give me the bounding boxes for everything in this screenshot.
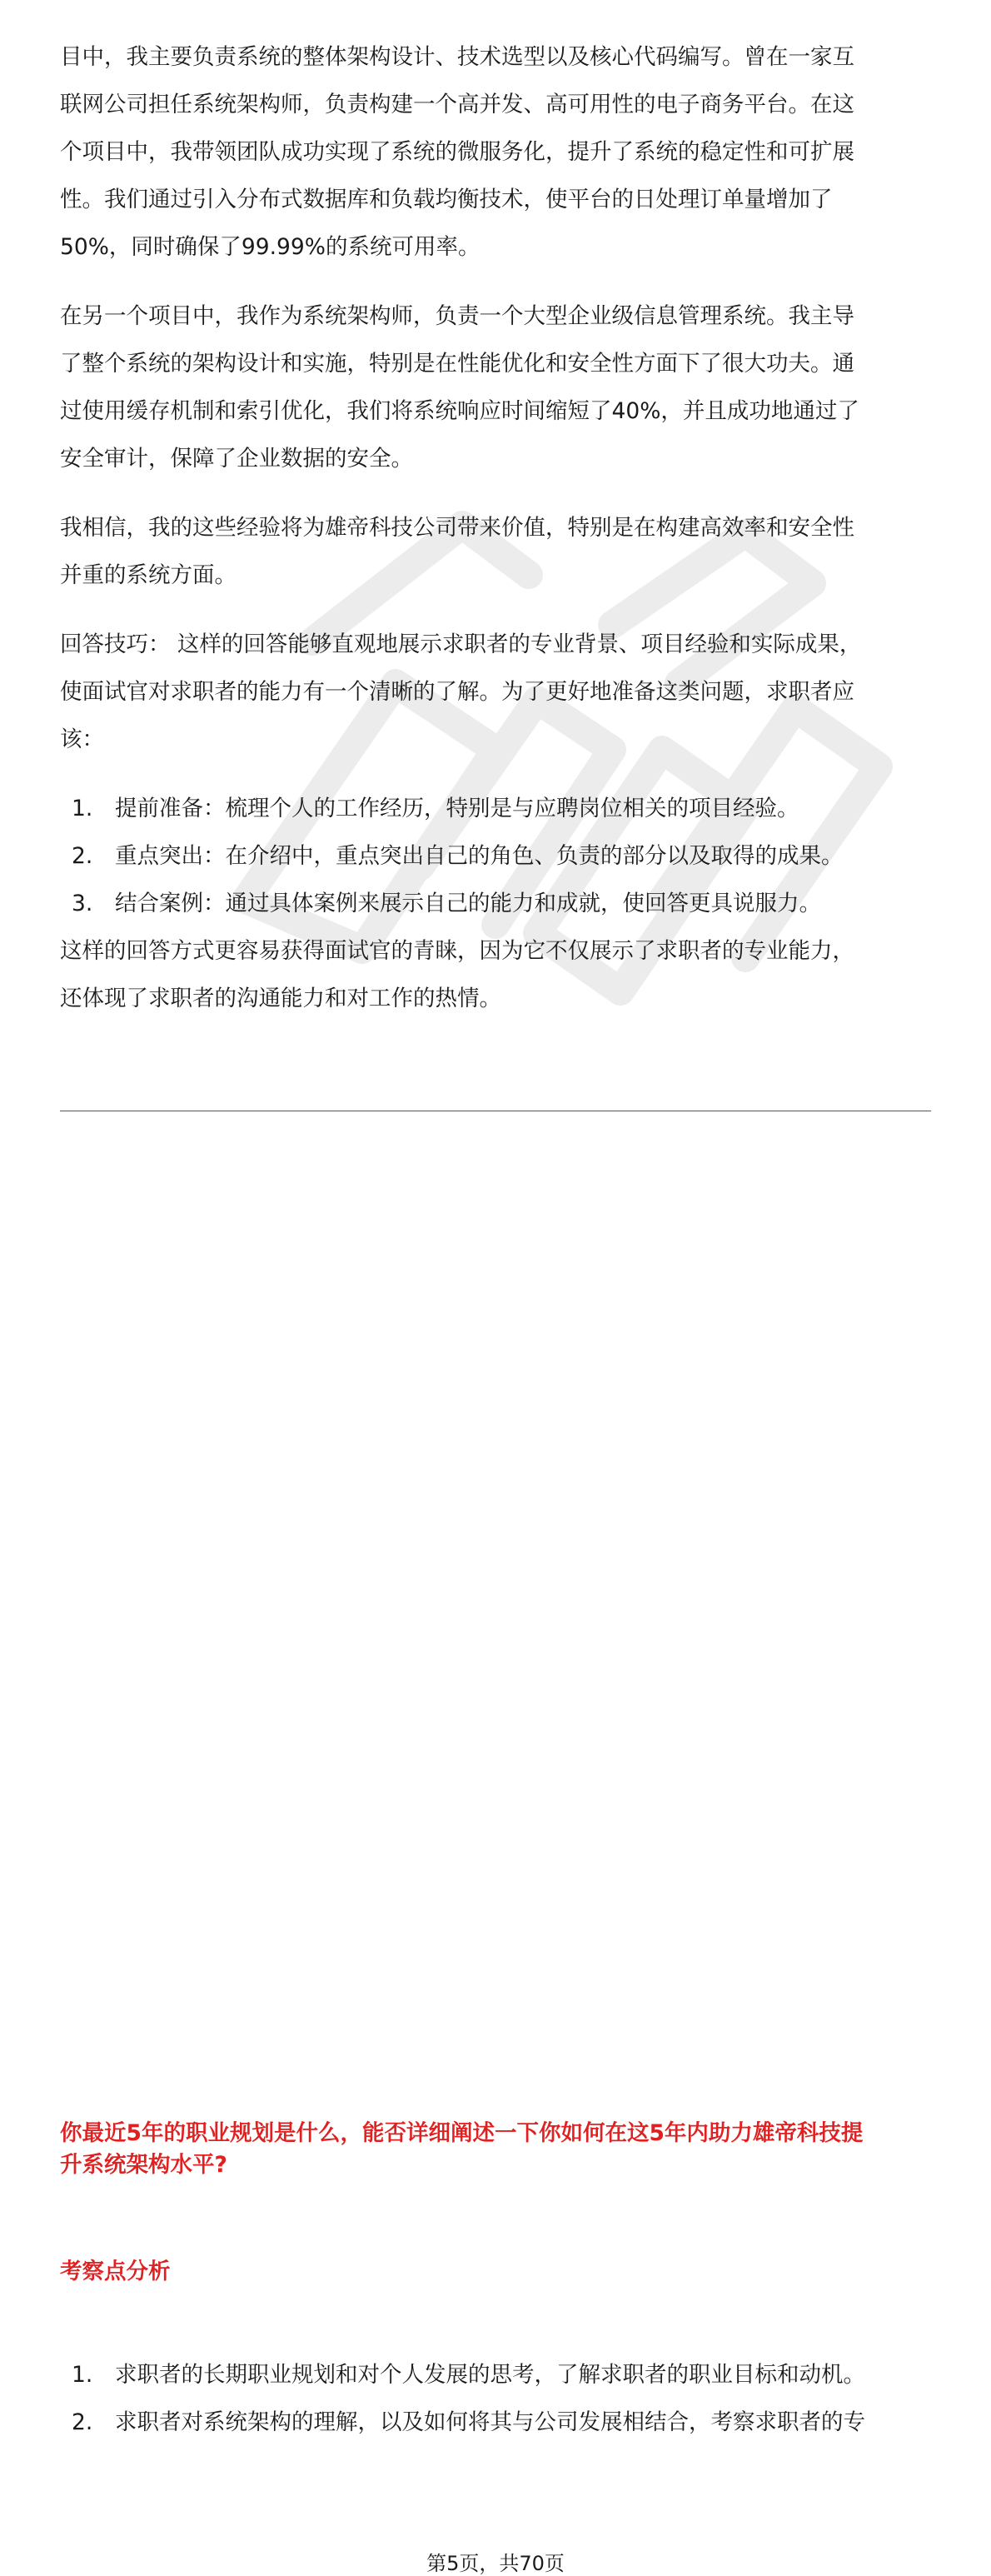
text-line: 使面试官对求职者的能力有一个清晰的了解。为了更好地准备这类问题，求职者应 (60, 679, 854, 705)
text-line: 目中，我主要负责系统的整体架构设计、技术选型以及核心代码编写。曾在一家互 (60, 44, 854, 70)
text-line: 性。我们通过引入分布式数据库和负载均衡技术，使平台的日处理订单量增加了 (60, 187, 833, 212)
text-line: 个项目中，我带领团队成功实现了系统的微服务化，提升了系统的稳定性和可扩展 (60, 139, 854, 165)
list-item (60, 785, 931, 832)
paragraph-project-experience-2 (60, 292, 931, 482)
text-line: 回答技巧： 这样的回答能够直观地展示求职者的专业背景、项目经验和实际成果， (60, 632, 862, 657)
text-line: 50%，同时确保了99.99%的系统可用率。 (60, 234, 481, 260)
list-number: 2. (72, 2409, 93, 2435)
list-text: 求职者的长期职业规划和对个人发展的思考，了解求职者的职业目标和动机。 (115, 2362, 865, 2388)
list-text: 重点突出：在介绍中，重点突出自己的角色、负责的部分以及取得的成果。 (115, 843, 844, 869)
page-number-label: 第5页，共70页 (426, 2552, 565, 2575)
list-text: 提前准备：梳理个人的工作经历，特别是与应聘岗位相关的项目经验。 (115, 796, 799, 821)
text-line: 过使用缓存机制和索引优化，我们将系统响应时间缩短了40%，并且成功地通过了 (60, 398, 859, 424)
list-number: 2. (72, 843, 93, 869)
list-number: 1. (72, 2362, 93, 2388)
text-line: 你最近5年的职业规划是什么，能否详细阐述一下你如何在这5年内助力雄帝科技提 (60, 2120, 864, 2146)
text-line: 安全审计，保障了企业数据的安全。 (60, 446, 413, 472)
tips-list (60, 785, 931, 927)
paragraph-project-experience-1 (60, 33, 931, 271)
text-line: 联网公司担任系统架构师，负责构建一个高并发、高可用性的电子商务平台。在这 (60, 92, 854, 117)
list-text: 求职者对系统架构的理解，以及如何将其与公司发展相结合，考察求职者的专 (115, 2409, 865, 2435)
list-item (60, 832, 931, 880)
list-number: 1. (72, 796, 93, 821)
page-footer (0, 2547, 991, 2576)
text-line: 这样的回答方式更容易获得面试官的青睐，因为它不仅展示了求职者的专业能力， (60, 938, 854, 964)
text-line: 并重的系统方面。 (60, 562, 237, 588)
list-item (60, 880, 931, 927)
text-line: 了整个系统的架构设计和实施，特别是在性能优化和安全性方面下了很大功夫。通 (60, 351, 854, 377)
paragraph-answer-tips (60, 621, 931, 763)
text-line: 还体现了求职者的沟通能力和对工作的热情。 (60, 986, 501, 1011)
text-line: 该： (60, 726, 104, 752)
list-item (60, 2351, 931, 2399)
text-line: 升系统架构水平? (60, 2152, 227, 2178)
text-line: 在另一个项目中，我作为系统架构师，负责一个大型企业级信息管理系统。我主导 (60, 303, 854, 329)
list-text: 结合案例：通过具体案例来展示自己的能力和成就，使回答更具说服力。 (115, 891, 821, 916)
analysis-list (60, 2351, 931, 2446)
list-item (60, 2399, 931, 2446)
question-heading (60, 2118, 931, 2181)
paragraph-value-statement (60, 504, 931, 599)
paragraph-closing (60, 927, 931, 1022)
analysis-heading: 考察点分析 (60, 2259, 171, 2284)
text-line: 我相信，我的这些经验将为雄帝科技公司带来价值，特别是在构建高效率和安全性 (60, 515, 854, 541)
list-number: 3. (72, 891, 93, 916)
page-content (60, 33, 931, 1022)
